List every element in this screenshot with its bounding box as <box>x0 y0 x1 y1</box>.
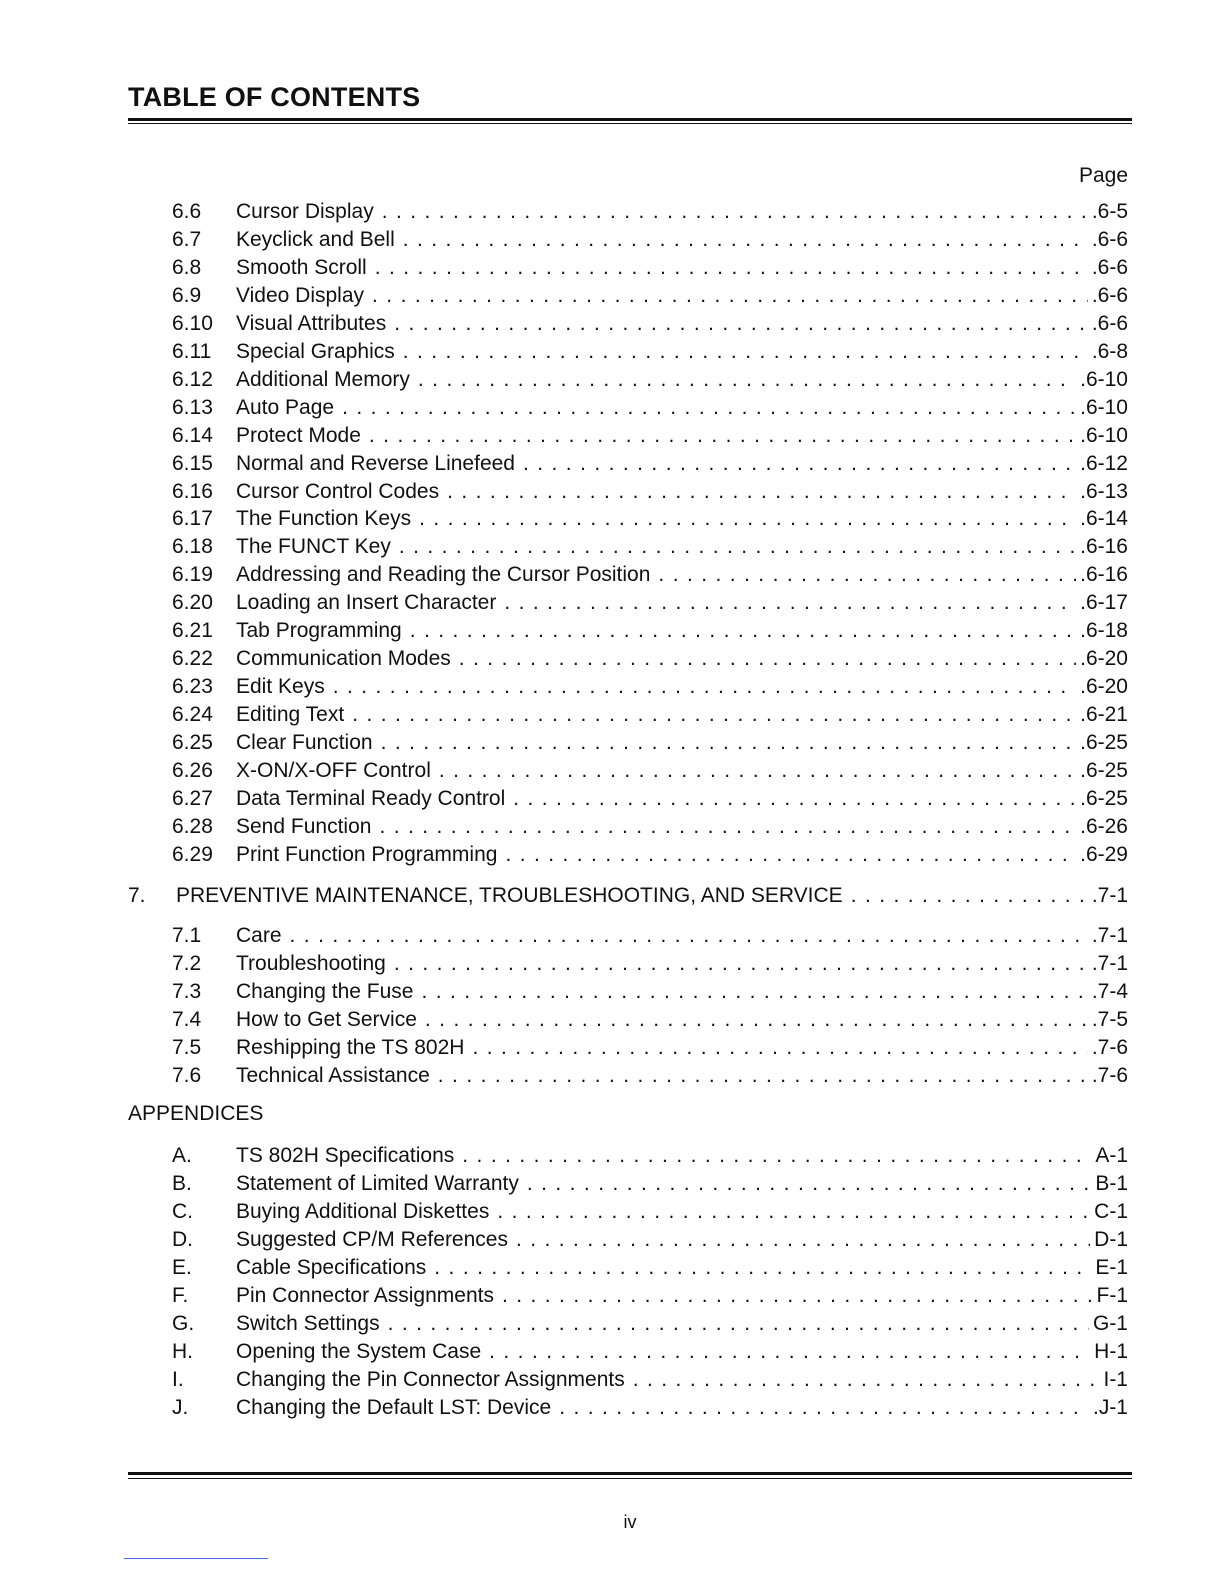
toc-section-entry <box>172 256 1128 284</box>
toc-entry-number: B. <box>172 1172 192 1195</box>
toc-appendix-entry <box>172 1172 1128 1200</box>
toc-entry-page: .6-16 <box>1080 563 1128 587</box>
toc-entry-number: 6.17 <box>172 507 213 531</box>
toc-entry-page: .6-8 <box>1091 339 1128 363</box>
toc-entry-number: 6.6 <box>172 200 202 223</box>
toc-entry-page: .6-6 <box>1091 255 1128 279</box>
toc-entry-number: 7.6 <box>172 1064 202 1087</box>
toc-entry-number: 6.11 <box>172 339 212 363</box>
toc-appendix-entry <box>172 1144 1128 1172</box>
toc-entry-title: Additional Memory <box>236 367 410 391</box>
toc-section-entry <box>172 924 1128 952</box>
dot-leader <box>403 340 1088 364</box>
appendices-heading: APPENDICES <box>128 1102 264 1125</box>
toc-entry-number: A. <box>172 1144 192 1167</box>
toc-entry-page: .6-6 <box>1091 227 1128 251</box>
toc-section-entry <box>172 507 1128 535</box>
toc-entry-title: Cursor Display <box>236 200 374 223</box>
toc-section-entry <box>172 452 1128 480</box>
toc-entry-number: 6.26 <box>172 759 213 782</box>
dot-leader <box>403 228 1088 252</box>
toc-entry-number: I. <box>172 1368 184 1391</box>
dot-leader <box>399 535 1076 559</box>
dot-leader <box>527 1172 1091 1196</box>
dot-leader <box>418 368 1076 392</box>
toc-section-entry <box>172 1036 1128 1064</box>
toc-chapter-entry <box>128 884 1128 912</box>
page-column-label: Page <box>1078 164 1128 187</box>
toc-entry-page: .6-29 <box>1080 842 1128 866</box>
toc-section-entry <box>172 396 1128 424</box>
dot-leader <box>505 843 1076 867</box>
toc-entry-title: The FUNCT Key <box>236 535 391 559</box>
toc-entry-title: Visual Attributes <box>236 311 387 335</box>
toc-section-entry <box>172 1008 1128 1036</box>
toc-entry-title: Troubleshooting <box>236 952 386 975</box>
toc-section-entry <box>172 368 1128 396</box>
toc-appendix-entry <box>172 1368 1128 1396</box>
toc-entry-page: .7-1 <box>1091 884 1128 907</box>
toc-appendix-entry <box>172 1340 1128 1368</box>
toc-section-entry <box>172 228 1128 256</box>
toc-section-entry <box>172 200 1128 228</box>
toc-entry-title: The Function Keys <box>236 507 412 531</box>
toc-section-entry <box>172 787 1128 815</box>
toc-entry-title: Care <box>236 924 282 947</box>
toc-section-entry <box>172 703 1128 731</box>
toc-entry-number: J. <box>172 1396 189 1419</box>
toc-entry-number: 7. <box>128 884 146 907</box>
footer-link-underline <box>124 1558 268 1559</box>
toc-section-entry <box>172 759 1128 787</box>
toc-section-entry <box>172 535 1128 563</box>
dot-leader <box>290 924 1088 948</box>
dot-leader <box>379 815 1076 839</box>
toc-entry-page: H-1 <box>1094 1340 1128 1363</box>
toc-entry-title: Switch Settings <box>236 1312 380 1335</box>
toc-entry-number: 6.22 <box>172 647 213 671</box>
dot-leader <box>434 1256 1091 1280</box>
toc-section-entry <box>172 480 1128 508</box>
toc-entry-page: .6-10 <box>1080 367 1128 391</box>
toc-entry-number: 6.29 <box>172 842 213 866</box>
dot-leader <box>502 1284 1093 1308</box>
toc-entry-title: Smooth Scroll <box>236 255 367 279</box>
header-rule-thin <box>128 123 1132 124</box>
dot-leader <box>513 787 1076 811</box>
dot-leader <box>497 1200 1090 1224</box>
dot-leader <box>472 1036 1087 1060</box>
dot-leader <box>375 256 1088 280</box>
toc-entry-number: 7.1 <box>172 924 202 947</box>
dot-leader <box>438 1064 1088 1088</box>
toc-entry-number: 7.2 <box>172 952 202 975</box>
toc-entry-title: Cursor Control Codes <box>236 479 440 503</box>
toc-section-entry <box>172 731 1128 759</box>
toc-entry-number: 6.7 <box>172 227 202 251</box>
toc-section-entry <box>172 952 1128 980</box>
toc-entry-number: F. <box>172 1284 189 1307</box>
toc-entry-title: Tab Programming <box>236 619 402 643</box>
toc-entry-page: .6-13 <box>1080 479 1128 503</box>
toc-entry-title: TS 802H Specifications <box>236 1144 455 1167</box>
toc-entry-number: 6.27 <box>172 786 213 810</box>
toc-entry-title: X-ON/X-OFF Control <box>236 759 431 782</box>
toc-section-entry <box>172 815 1128 843</box>
toc-entry-title: Changing the Pin Connector Assignments <box>236 1368 625 1391</box>
toc-entry-page: .6-10 <box>1080 395 1128 419</box>
toc-entry-title: Clear Function <box>236 731 373 755</box>
dot-leader <box>504 591 1076 615</box>
toc-section-entry <box>172 563 1128 591</box>
toc-entry-title: Print Function Programming <box>236 842 498 866</box>
toc-entry-number: 6.19 <box>172 563 213 587</box>
toc-entry-title: Suggested CP/M References <box>236 1228 508 1251</box>
dot-leader <box>352 703 1076 727</box>
toc-entry-page: C-1 <box>1094 1200 1128 1223</box>
toc-section-entry <box>172 1064 1128 1092</box>
toc-entry-page: .6-14 <box>1080 507 1128 531</box>
toc-entry-title: Send Function <box>236 814 372 838</box>
dot-leader <box>388 1312 1089 1336</box>
toc-entry-number: 6.10 <box>172 311 213 335</box>
dot-leader <box>462 1144 1091 1168</box>
toc-entry-title: Loading an Insert Character <box>236 591 497 615</box>
dot-leader <box>447 480 1076 504</box>
toc-entry-page: .6-21 <box>1080 703 1128 727</box>
toc-section-entry <box>172 591 1128 619</box>
toc-entry-title: How to Get Service <box>236 1008 417 1031</box>
toc-entry-number: 6.16 <box>172 479 213 503</box>
toc-entry-title: Reshipping the TS 802H <box>236 1036 465 1059</box>
toc-entry-page: .6-6 <box>1091 283 1128 307</box>
toc-section-entry <box>172 284 1128 312</box>
dot-leader <box>410 619 1076 643</box>
toc-entry-page: D-1 <box>1094 1228 1128 1251</box>
toc-entry-title: Edit Keys <box>236 675 325 699</box>
toc-entry-number: E. <box>172 1256 192 1279</box>
toc-entry-number: D. <box>172 1228 193 1251</box>
toc-entry-number: 6.12 <box>172 367 213 391</box>
toc-entry-title: Video Display <box>236 283 365 307</box>
toc-entry-number: 6.18 <box>172 535 213 559</box>
toc-entry-page: B-1 <box>1095 1172 1128 1195</box>
toc-entry-page: .J-1 <box>1092 1396 1128 1419</box>
toc-section-entry <box>172 647 1128 675</box>
toc-entry-page: .6-18 <box>1080 619 1128 643</box>
toc-section-entry <box>172 619 1128 647</box>
toc-entry-page: .6-6 <box>1091 311 1128 335</box>
toc-entry-title: Editing Text <box>236 703 345 727</box>
dot-leader <box>523 452 1076 476</box>
toc-entry-title: Technical Assistance <box>236 1064 430 1087</box>
toc-entry-page: .7-6 <box>1091 1064 1128 1087</box>
dot-leader <box>394 952 1088 976</box>
dot-leader <box>851 884 1088 908</box>
toc-section-entry <box>172 980 1128 1008</box>
dot-leader <box>439 759 1076 783</box>
toc-entry-page: .6-5 <box>1091 200 1128 223</box>
toc-appendix-entry <box>172 1256 1128 1284</box>
toc-entry-number: 6.14 <box>172 423 213 447</box>
header-rule-thick <box>128 118 1132 121</box>
dot-leader <box>382 200 1088 224</box>
footer-page-number: iv <box>623 1512 637 1532</box>
toc-entry-number: 6.23 <box>172 675 213 699</box>
toc-entry-number: 6.13 <box>172 395 213 419</box>
page-title: TABLE OF CONTENTS <box>128 82 421 112</box>
toc-entry-page: .6-12 <box>1080 451 1128 475</box>
dot-leader <box>333 675 1076 699</box>
dot-leader <box>425 1008 1088 1032</box>
dot-leader <box>633 1368 1100 1392</box>
toc-entry-page: .6-10 <box>1080 423 1128 447</box>
toc-entry-page: .6-17 <box>1080 591 1128 615</box>
toc-entry-title: Special Graphics <box>236 339 395 363</box>
toc-appendix-entry <box>172 1284 1128 1312</box>
toc-entry-page: A-1 <box>1095 1144 1128 1167</box>
toc-entry-title: Pin Connector Assignments <box>236 1284 494 1307</box>
toc-entry-title: Opening the System Case <box>236 1340 482 1363</box>
toc-entry-page: .6-20 <box>1080 675 1128 699</box>
toc-entry-page: .7-6 <box>1091 1036 1128 1059</box>
footer-rule-thick <box>128 1472 1132 1475</box>
toc-entry-title: Cable Specifications <box>236 1256 427 1279</box>
toc-entry-page: .7-1 <box>1091 924 1128 947</box>
toc-entry-page: F-1 <box>1096 1284 1128 1307</box>
toc-section-entry <box>172 424 1128 452</box>
toc-entry-title: Normal and Reverse Linefeed <box>236 451 515 475</box>
dot-leader <box>381 731 1077 755</box>
toc-entry-title: Auto Page <box>236 395 335 419</box>
toc-entry-title: Statement of Limited Warranty <box>236 1172 519 1195</box>
toc-appendix-entry <box>172 1312 1128 1340</box>
toc-entry-number: 7.4 <box>172 1008 202 1031</box>
toc-entry-title: Changing the Default LST: Device <box>236 1396 552 1419</box>
dot-leader <box>369 424 1076 448</box>
toc-entry-number: C. <box>172 1200 193 1223</box>
toc-entry-title: Addressing and Reading the Cursor Position <box>236 563 651 587</box>
toc-entry-number: 6.24 <box>172 703 213 727</box>
toc-section-entry <box>172 312 1128 340</box>
toc-entry-number: 6.8 <box>172 255 202 279</box>
toc-section-entry <box>172 843 1128 871</box>
toc-entry-number: 6.25 <box>172 731 213 755</box>
toc-section-entry <box>172 340 1128 368</box>
toc-entry-title: Communication Modes <box>236 647 451 671</box>
toc-entry-page: .7-5 <box>1091 1008 1128 1031</box>
dot-leader <box>419 507 1076 531</box>
toc-entry-page: .6-25 <box>1080 759 1128 782</box>
toc-appendix-entry <box>172 1396 1128 1424</box>
toc-entry-number: H. <box>172 1340 193 1363</box>
toc-entry-page: .7-1 <box>1091 952 1128 975</box>
dot-leader <box>559 1396 1089 1420</box>
toc-entry-number: 7.5 <box>172 1036 202 1059</box>
toc-entry-number: 6.9 <box>172 283 202 307</box>
toc-entry-title: Protect Mode <box>236 423 361 447</box>
toc-entry-number: 7.3 <box>172 980 202 1003</box>
dot-leader <box>658 563 1076 587</box>
toc-entry-number: 6.20 <box>172 591 213 615</box>
toc-appendix-entry <box>172 1200 1128 1228</box>
toc-entry-page: G-1 <box>1092 1312 1128 1335</box>
toc-entry-title: Keyclick and Bell <box>236 227 395 251</box>
dot-leader <box>516 1228 1090 1252</box>
toc-entry-page: .6-20 <box>1080 647 1128 671</box>
toc-entry-page: .6-16 <box>1080 535 1128 559</box>
toc-entry-page: I-1 <box>1103 1368 1128 1391</box>
dot-leader <box>342 396 1076 420</box>
toc-entry-page: .6-25 <box>1080 786 1128 810</box>
dot-leader <box>489 1340 1090 1364</box>
toc-entry-title: PREVENTIVE MAINTENANCE, TROUBLESHOOTING, AND SERVICE <box>176 884 843 907</box>
toc-entry-title: Changing the Fuse <box>236 980 414 1003</box>
toc-entry-title: Buying Additional Diskettes <box>236 1200 490 1223</box>
toc-entry-number: 6.15 <box>172 451 213 475</box>
toc-entry-title: Data Terminal Ready Control <box>236 786 506 810</box>
toc-entry-number: G. <box>172 1312 195 1335</box>
dot-leader <box>372 284 1088 308</box>
toc-entry-page: .6-25 <box>1080 731 1128 755</box>
toc-section-entry <box>172 675 1128 703</box>
footer-rule-thin <box>128 1478 1132 1479</box>
toc-appendix-entry <box>172 1228 1128 1256</box>
dot-leader <box>459 647 1076 671</box>
toc-entry-page: E-1 <box>1095 1256 1128 1279</box>
toc-entry-number: 6.28 <box>172 814 213 838</box>
dot-leader <box>394 312 1088 336</box>
dot-leader <box>421 980 1087 1004</box>
toc-entry-number: 6.21 <box>172 619 213 643</box>
toc-entry-page: .7-4 <box>1091 980 1128 1003</box>
toc-entry-page: .6-26 <box>1080 814 1128 838</box>
